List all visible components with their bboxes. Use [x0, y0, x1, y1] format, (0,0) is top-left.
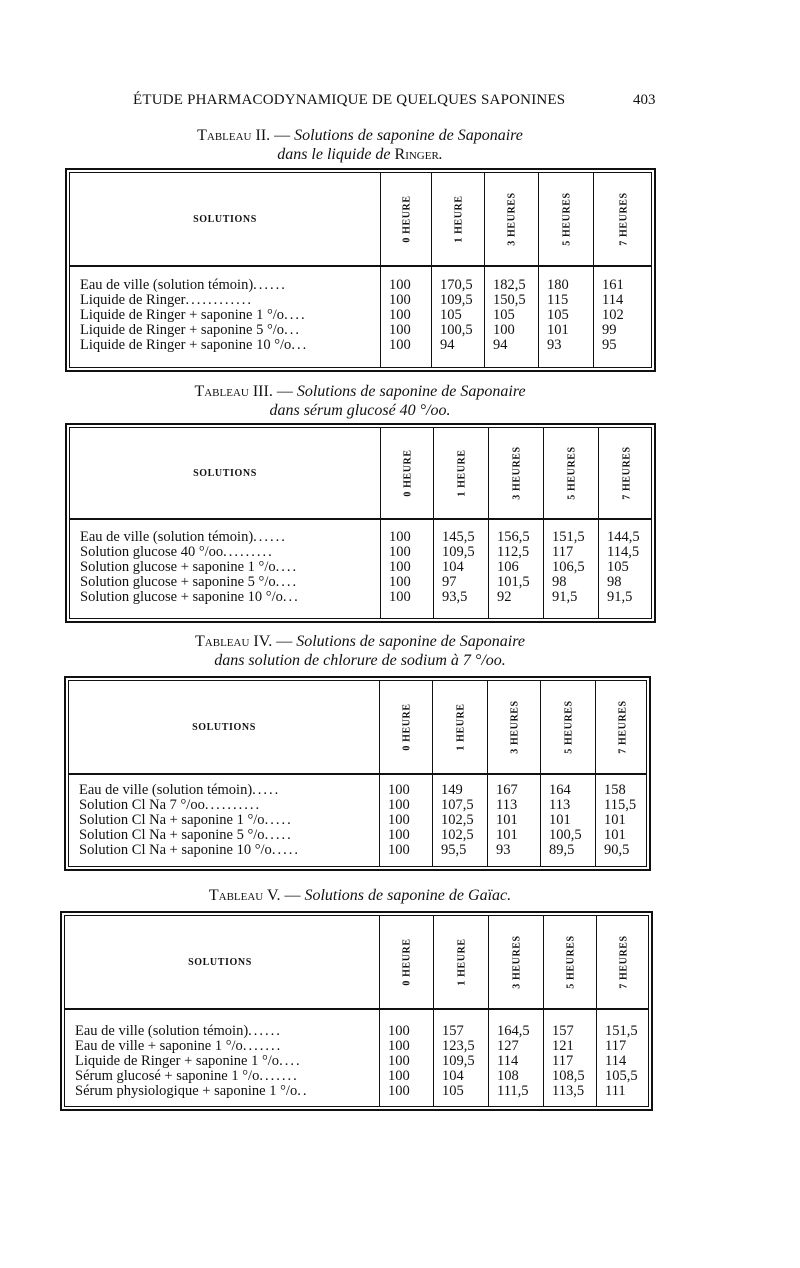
- table-label: Tableau II.: [197, 127, 271, 144]
- row-label: Eau de ville (solution témoin)......: [80, 278, 287, 293]
- table-cell: 145,5: [442, 529, 475, 545]
- table-cell: 104: [442, 1068, 464, 1084]
- header-time: 7 HEURES: [621, 446, 632, 500]
- table-cell: 157: [552, 1023, 574, 1039]
- table-cell: 113: [496, 797, 518, 813]
- row-label: Solution Cl Na + saponine 1 °/o.....: [79, 813, 293, 828]
- header-solutions: SOLUTIONS: [192, 721, 256, 733]
- table-cell: 105: [442, 1083, 464, 1099]
- table-cell: 101,5: [497, 574, 530, 590]
- dot-leader: ......: [253, 530, 287, 545]
- row-label: Liquide de Ringer + saponine 10 °/o...: [80, 338, 309, 353]
- table-cell: 98: [607, 574, 622, 590]
- table-cell: 123,5: [442, 1038, 475, 1054]
- table-2-caption: Tableau II. — Solutions de saponine de Saponaire dans le liquide de Ringer.: [197, 127, 523, 163]
- caption-line1: Solutions de saponine de Saponaire: [294, 127, 523, 144]
- row-label: Liquide de Ringer + saponine 5 °/o...: [80, 323, 301, 338]
- row-label: Solution glucose + saponine 1 °/o....: [80, 560, 299, 575]
- table-cell: 170,5: [440, 277, 473, 293]
- table-label: Tableau V.: [208, 887, 281, 904]
- table-cell: 144,5: [607, 529, 640, 545]
- table-5: [60, 911, 653, 1111]
- row-label: Eau de ville + saponine 1 °/o.......: [75, 1039, 283, 1054]
- dot-leader: ......: [253, 278, 287, 293]
- table-cell: 100: [389, 574, 411, 590]
- dot-leader: .....: [252, 783, 281, 798]
- dot-leader: ......: [248, 1024, 282, 1039]
- table-cell: 92: [497, 589, 512, 605]
- table-cell: 106,5: [552, 559, 585, 575]
- table-row: [69, 828, 646, 843]
- header-time: 1 HEURE: [456, 449, 467, 497]
- table-cell: 105: [493, 307, 515, 323]
- table-cell: 109,5: [442, 1053, 475, 1069]
- table-cell: 149: [441, 782, 463, 798]
- table-row: [70, 545, 651, 560]
- table-cell: 158: [604, 782, 626, 798]
- table-2: [65, 168, 656, 372]
- row-label: Eau de ville (solution témoin).....: [79, 783, 281, 798]
- table-cell: 91,5: [552, 589, 578, 605]
- table-cell: 98: [552, 574, 567, 590]
- table-3: [65, 423, 656, 623]
- table-header: [65, 916, 648, 1010]
- row-label: Liquide de Ringer + saponine 1 °/o....: [80, 308, 307, 323]
- row-label: Sérum glucosé + saponine 1 °/o.......: [75, 1069, 299, 1084]
- table-row: [65, 1054, 648, 1069]
- header-time: 0 HEURE: [401, 703, 412, 751]
- table-cell: 97: [442, 574, 457, 590]
- table-cell: 95,5: [441, 842, 467, 858]
- row-label: Solution glucose 40 °/oo.........: [80, 545, 274, 560]
- table-row: [70, 308, 651, 323]
- table-cell: 100: [388, 797, 410, 813]
- table-cell: 180: [547, 277, 569, 293]
- table-row: [70, 575, 651, 590]
- table-cell: 100: [389, 544, 411, 560]
- header-time: 3 HEURES: [509, 700, 520, 754]
- table-cell: 127: [497, 1038, 519, 1054]
- table-cell: 105: [607, 559, 629, 575]
- dot-leader: ..: [297, 1084, 309, 1099]
- table-cell: 115,5: [604, 797, 637, 813]
- table-4: [64, 676, 651, 871]
- table-cell: 102,5: [441, 812, 474, 828]
- table-row: [69, 798, 646, 813]
- table-cell: 100: [388, 1068, 410, 1084]
- table-cell: 161: [602, 277, 624, 293]
- page-number: 403: [633, 92, 656, 108]
- table-cell: 111: [605, 1083, 626, 1099]
- table-cell: 109,5: [442, 544, 475, 560]
- table-cell: 115: [547, 292, 569, 308]
- table-cell: 114: [602, 292, 624, 308]
- table-cell: 93: [496, 842, 511, 858]
- dot-leader: ....: [275, 560, 299, 575]
- table-cell: 157: [442, 1023, 464, 1039]
- header-time: 5 HEURES: [563, 700, 574, 754]
- dot-leader: ...: [282, 590, 300, 605]
- table-cell: 93: [547, 337, 562, 353]
- table-cell: 101: [496, 812, 518, 828]
- table-row: [65, 1039, 648, 1054]
- table-row: [70, 278, 651, 293]
- header-time: 5 HEURES: [561, 192, 572, 246]
- table-cell: 107,5: [441, 797, 474, 813]
- table-cell: 100: [388, 1023, 410, 1039]
- dot-leader: ...: [284, 323, 301, 338]
- table-cell: 156,5: [497, 529, 530, 545]
- dot-leader: .........: [223, 545, 274, 560]
- caption-line1: Solutions de saponine de Gaïac.: [304, 887, 512, 904]
- table-header: [70, 428, 651, 520]
- table-cell: 100: [389, 322, 411, 338]
- dot-leader: .......: [259, 1069, 299, 1084]
- header-time: 3 HEURES: [511, 446, 522, 500]
- table-cell: 101: [496, 827, 518, 843]
- header-time: 3 HEURES: [506, 192, 518, 246]
- table-cell: 108: [497, 1068, 519, 1084]
- table-cell: 100,5: [440, 322, 473, 338]
- table-cell: 100: [388, 1053, 410, 1069]
- dot-leader: .....: [271, 843, 300, 858]
- table-cell: 94: [440, 337, 455, 353]
- row-label: Eau de ville (solution témoin)......: [80, 530, 287, 545]
- table-row: [69, 783, 646, 798]
- table-cell: 101: [604, 827, 626, 843]
- table-cell: 100: [389, 529, 411, 545]
- table-cell: 106: [497, 559, 519, 575]
- table-cell: 109,5: [440, 292, 473, 308]
- table-cell: 151,5: [605, 1023, 638, 1039]
- table-header: [69, 681, 646, 775]
- table-cell: 89,5: [549, 842, 575, 858]
- table-cell: 101: [547, 322, 569, 338]
- table-cell: 100: [389, 292, 411, 308]
- table-label: Tableau IV.: [195, 633, 273, 650]
- table-cell: 117: [552, 544, 574, 560]
- table-cell: 95: [602, 337, 617, 353]
- table-cell: 100: [388, 812, 410, 828]
- table-cell: 100: [389, 307, 411, 323]
- table-5-caption: Tableau V. — Solutions de saponine de Gaïac.: [208, 887, 512, 904]
- dot-leader: ....: [279, 1054, 302, 1069]
- header-solutions: SOLUTIONS: [188, 956, 252, 968]
- table-header: [70, 173, 651, 267]
- header-time: 5 HEURES: [566, 446, 577, 500]
- table-cell: 100: [388, 842, 410, 858]
- table-row: [70, 293, 651, 308]
- table-cell: 105,5: [605, 1068, 638, 1084]
- running-head: [0, 92, 800, 112]
- dot-leader: .....: [264, 813, 293, 828]
- dot-leader: ...: [291, 338, 309, 353]
- table-row: [70, 338, 651, 353]
- row-label: Solution Cl Na + saponine 5 °/o.....: [79, 828, 293, 843]
- table-cell: 102,5: [441, 827, 474, 843]
- header-solutions: SOLUTIONS: [193, 213, 257, 225]
- table-cell: 99: [602, 322, 617, 338]
- table-row: [69, 813, 646, 828]
- table-cell: 112,5: [497, 544, 530, 560]
- table-cell: 94: [493, 337, 508, 353]
- table-cell: 93,5: [442, 589, 468, 605]
- table-cell: 114,5: [607, 544, 640, 560]
- row-label: Liquide de Ringer + saponine 1 °/o....: [75, 1054, 302, 1069]
- table-label: Tableau III.: [194, 383, 273, 400]
- header-solutions: SOLUTIONS: [193, 467, 257, 479]
- header-time: 1 HEURE: [453, 195, 464, 243]
- table-row: [65, 1084, 648, 1099]
- table-cell: 105: [440, 307, 462, 323]
- table-cell: 100: [389, 277, 411, 293]
- table-cell: 100: [389, 337, 411, 353]
- table-cell: 102: [602, 307, 624, 323]
- header-time: 7 HEURES: [618, 935, 630, 989]
- table-cell: 150,5: [493, 292, 526, 308]
- dot-leader: .......: [242, 1039, 283, 1054]
- table-cell: 100: [388, 827, 410, 843]
- table-cell: 182,5: [493, 277, 526, 293]
- header-time: 0 HEURE: [402, 449, 413, 497]
- table-cell: 101: [604, 812, 626, 828]
- table-cell: 121: [552, 1038, 574, 1054]
- table-cell: 105: [547, 307, 569, 323]
- table-row: [65, 1024, 648, 1039]
- table-4-caption: Tableau IV. — Solutions de saponine de Saponaire dans solution de chlorure de sodium à 7 °/oo.: [195, 633, 525, 669]
- table-cell: 114: [605, 1053, 627, 1069]
- header-time: 5 HEURES: [565, 935, 576, 989]
- running-head-title: ÉTUDE PHARMACODYNAMIQUE DE QUELQUES SAPONINES: [133, 92, 566, 108]
- dot-leader: ....: [284, 308, 307, 323]
- header-time: 7 HEURES: [618, 192, 630, 246]
- dot-leader: ............: [185, 293, 254, 308]
- table-cell: 100,5: [549, 827, 582, 843]
- dot-leader: ....: [275, 575, 299, 590]
- table-cell: 91,5: [607, 589, 633, 605]
- table-row: [70, 530, 651, 545]
- header-time: 0 HEURE: [401, 938, 413, 986]
- table-cell: 100: [389, 589, 411, 605]
- row-label: Solution glucose + saponine 10 °/o...: [80, 590, 300, 605]
- header-time: 1 HEURE: [456, 938, 467, 986]
- table-cell: 100: [388, 1083, 410, 1099]
- table-row: [70, 323, 651, 338]
- table-cell: 164,5: [497, 1023, 530, 1039]
- table-cell: 108,5: [552, 1068, 585, 1084]
- table-cell: 100: [388, 1038, 410, 1054]
- dot-leader: .....: [264, 828, 293, 843]
- row-label: Eau de ville (solution témoin)......: [75, 1024, 282, 1039]
- header-time: 7 HEURES: [617, 700, 628, 754]
- table-cell: 113,5: [552, 1083, 585, 1099]
- table-cell: 164: [549, 782, 571, 798]
- table-row: [70, 560, 651, 575]
- row-label: Solution Cl Na + saponine 10 °/o.....: [79, 843, 300, 858]
- table-3-caption: Tableau III. — Solutions de saponine de Saponaire dans sérum glucosé 40 °/oo.: [194, 383, 526, 419]
- table-cell: 104: [442, 559, 464, 575]
- table-cell: 100: [388, 782, 410, 798]
- table-cell: 90,5: [604, 842, 630, 858]
- header-time: 1 HEURE: [455, 703, 466, 751]
- row-label: Solution glucose + saponine 5 °/o....: [80, 575, 299, 590]
- table-cell: 113: [549, 797, 571, 813]
- header-time: 3 HEURES: [511, 935, 522, 989]
- row-label: Solution Cl Na 7 °/oo..........: [79, 798, 262, 813]
- table-cell: 111,5: [497, 1083, 529, 1099]
- table-cell: 101: [549, 812, 571, 828]
- dot-leader: ..........: [204, 798, 262, 813]
- table-cell: 117: [552, 1053, 574, 1069]
- table-cell: 151,5: [552, 529, 585, 545]
- row-label: Sérum physiologique + saponine 1 °/o..: [75, 1084, 309, 1099]
- row-label: Liquide de Ringer............: [80, 293, 254, 308]
- caption-line1: Solutions de saponine de Saponaire: [296, 633, 525, 650]
- table-row: [70, 590, 651, 605]
- table-row: [69, 843, 646, 858]
- caption-line1: Solutions de saponine de Saponaire: [296, 383, 526, 400]
- table-cell: 167: [496, 782, 518, 798]
- header-time: 0 HEURE: [401, 195, 412, 243]
- table-row: [65, 1069, 648, 1084]
- table-cell: 100: [389, 559, 411, 575]
- table-cell: 114: [497, 1053, 519, 1069]
- table-cell: 100: [493, 322, 515, 338]
- table-cell: 117: [605, 1038, 627, 1054]
